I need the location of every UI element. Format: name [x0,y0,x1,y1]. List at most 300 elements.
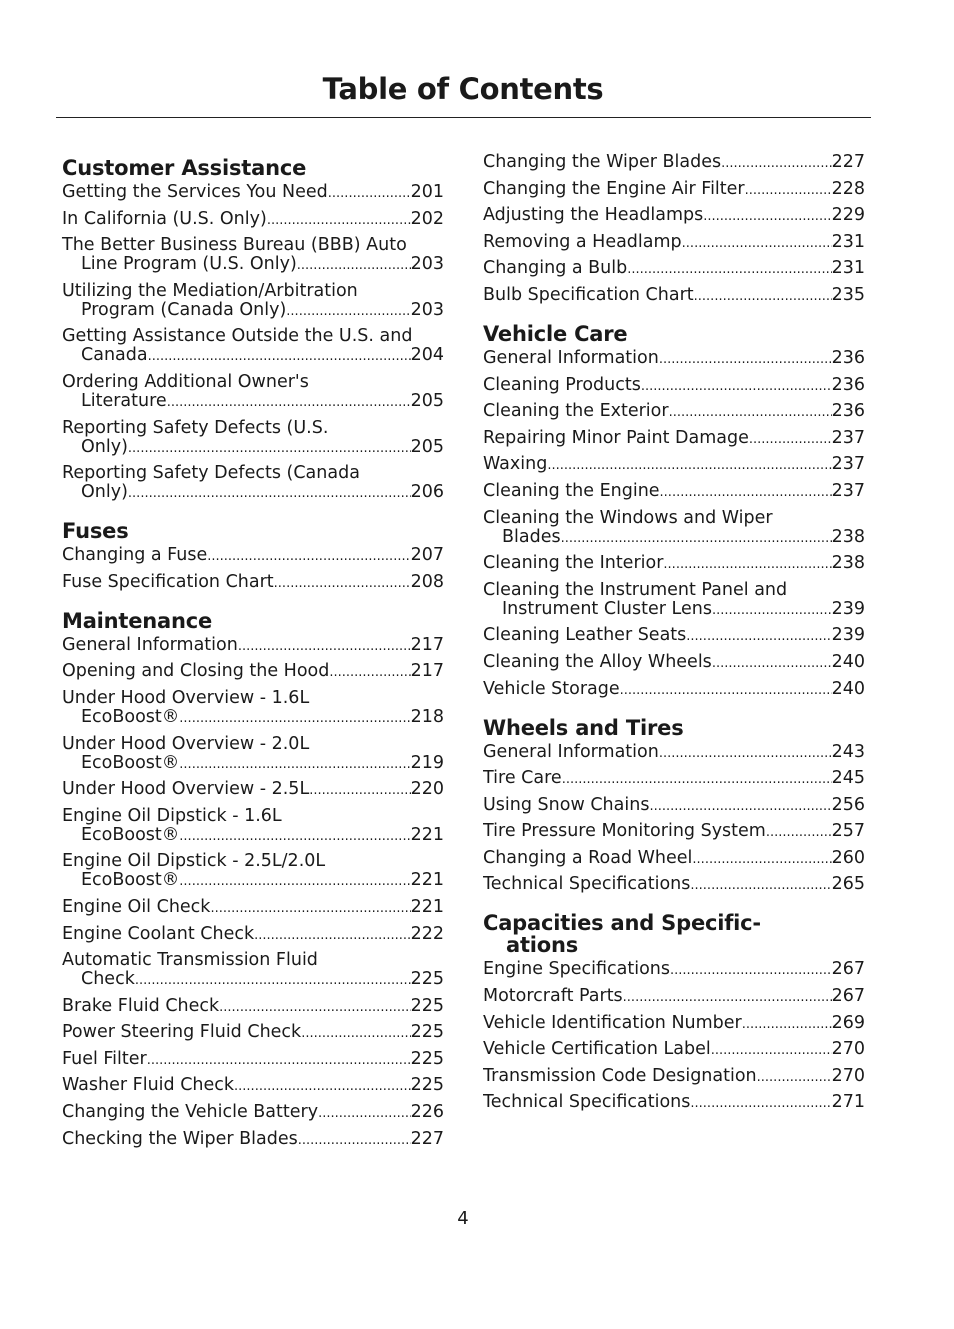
toc-entry-title: Engine Specifications [483,960,671,980]
dot-leader [686,627,831,646]
toc-entry[interactable] [62,852,444,891]
toc-entry-title: Fuse Specification Chart [62,572,274,592]
toc-entry-title: Changing a Bulb [483,259,628,279]
toc-entry[interactable] [62,689,444,728]
toc-section [483,912,865,1113]
toc-entry-page: 239 [831,626,865,646]
toc-entry[interactable] [62,210,444,230]
toc-entry-title: Blades [502,527,561,547]
toc-entry-title: Adjusting the Headlamps [483,206,704,226]
toc-entry-line [483,743,865,763]
dot-leader [210,899,410,918]
toc-entry[interactable] [62,327,444,366]
toc-entry-page: 225 [410,1076,444,1096]
toc-entry[interactable] [483,1067,865,1087]
toc-entry[interactable] [62,419,444,458]
toc-entry-line [62,1103,444,1123]
toc-entry-page: 236 [831,402,865,422]
toc-entry-page: 237 [831,455,865,475]
toc-entry-line [483,875,865,895]
toc-entry-page: 201 [410,183,444,202]
toc-entry[interactable] [62,997,444,1017]
toc-entry[interactable] [62,1130,444,1150]
dot-leader [712,601,832,620]
toc-entry-line [483,153,865,173]
toc-entry-page: 238 [831,527,865,547]
toc-entry-page: 236 [831,375,865,395]
dot-leader [749,430,832,449]
toc-entry[interactable] [483,286,865,306]
dot-leader [297,256,411,275]
toc-entry-line [62,780,444,800]
dot-leader [128,484,411,503]
dot-leader [254,926,410,945]
toc-entry[interactable] [62,183,444,203]
toc-entry-line [483,206,865,226]
toc-entry-line [483,402,865,422]
toc-entry-line [483,626,865,646]
dot-leader [742,1015,832,1034]
toc-entry-title: Under Hood Overview - 2.0L [62,733,310,754]
toc-entry-page: 221 [410,871,444,891]
toc-entry-page: 221 [410,825,444,845]
toc-entry[interactable] [62,1050,444,1070]
toc-entry-title: Opening and Closing the Hood [62,662,330,682]
dot-leader [267,211,411,230]
dot-leader [179,709,410,728]
dot-leader [147,1051,411,1070]
toc-entry-line [483,600,865,620]
toc-entry-title: Transmission Code Designation [483,1066,757,1086]
dot-leader [179,827,410,846]
dot-leader [148,347,411,366]
toc-entry-title: Motorcraft Parts [483,987,623,1007]
toc-entry-page: 227 [410,1129,444,1149]
toc-entry-page: 202 [410,209,444,229]
section-heading-line: Vehicle Care [483,321,628,346]
toc-entry-page: 257 [831,822,865,842]
toc-entry-page: 238 [831,554,865,574]
dot-leader [167,393,411,412]
toc-entry-title: Technical Specifications [483,875,691,895]
toc-entry-page: 205 [410,391,444,411]
toc-entry[interactable] [62,1076,444,1096]
dot-leader [703,207,831,226]
toc-entry-page: 219 [410,753,444,773]
toc-entry-line [483,455,865,475]
toc-entry[interactable] [483,233,865,253]
toc-entry-page: 221 [410,897,444,917]
toc-entry-title: Using Snow Chains [483,795,650,815]
toc-entry[interactable] [483,769,865,789]
toc-entry[interactable] [62,373,444,412]
toc-entry-title: Reporting Safety Defects (Canada [62,463,360,484]
page-number: 4 [457,1208,469,1229]
toc-entry-line [483,429,865,449]
toc-entry[interactable] [483,960,865,980]
dot-leader [711,1041,832,1060]
toc-entry-line [62,483,444,503]
dot-leader [301,1024,410,1043]
toc-entry-line [62,210,444,230]
toc-entry-title: Changing the Vehicle Battery [62,1103,319,1123]
toc-entry-title: Tire Care [483,769,562,789]
toc-entry-title: Literature [81,391,167,411]
toc-entry-page: 231 [831,232,865,252]
toc-entry[interactable] [483,554,865,574]
toc-entry-title: Bulb Specification Chart [483,285,694,305]
toc-entry[interactable] [62,662,444,682]
toc-entry-line [483,960,865,980]
toc-entry-line [62,708,444,728]
toc-entry[interactable] [483,206,865,226]
toc-entry-title: The Better Business Bureau (BBB) Auto [62,235,407,256]
toc-entry-title: Instrument Cluster Lens [502,599,712,619]
toc-entry[interactable] [62,898,444,918]
toc-entry[interactable] [483,402,865,422]
toc-entry[interactable] [62,1023,444,1043]
toc-entry[interactable] [483,509,865,548]
toc-entry[interactable] [62,282,444,321]
toc-entry[interactable] [483,875,865,895]
toc-entry-title: Only) [81,483,128,503]
toc-entry-line [62,438,444,458]
toc-entry-title: Cleaning the Exterior [483,402,669,422]
dot-leader [238,637,411,656]
toc-entry-title: Cleaning the Alloy Wheels [483,652,712,672]
toc-entry-line [483,987,865,1007]
dot-leader [694,287,832,306]
toc-entry[interactable] [62,925,444,945]
toc-entry-title: Getting the Services You Need [62,183,328,202]
toc-entry-page: 208 [410,572,444,592]
toc-section [62,520,444,593]
dot-leader [562,770,832,789]
toc-entry[interactable] [62,464,444,503]
toc-entry-title: EcoBoost® [81,825,180,845]
toc-entry-title: Tire Pressure Monitoring System [483,822,766,842]
dot-leader [274,574,411,593]
toc-entry-title: Cleaning Products [483,375,641,395]
toc-entry-line [62,183,444,203]
toc-entry[interactable] [483,1093,865,1113]
section-heading-line: Wheels and Tires [483,715,684,740]
toc-entry-title: EcoBoost® [81,753,180,773]
toc-entry-title: General Information [483,348,659,368]
dot-leader [298,1131,411,1150]
toc-entry[interactable] [483,581,865,620]
toc-entry[interactable] [62,573,444,593]
toc-entry-line [62,1050,444,1070]
toc-entry-line [62,997,444,1017]
toc-entry[interactable] [483,1040,865,1060]
dot-leader [721,154,831,173]
section-heading-line: Customer Assistance [62,156,307,180]
dot-leader [286,302,410,321]
toc-entry-page: 205 [410,437,444,457]
toc-entry[interactable] [483,743,865,763]
toc-entry-title: Cleaning the Engine [483,481,660,501]
toc-entry-page: 243 [831,742,865,762]
toc-entry-line [483,554,865,574]
toc-entry-line [62,925,444,945]
dot-leader [561,529,832,548]
toc-entry-title: Cleaning the Windows and Wiper [483,507,773,528]
section-heading-line: Fuses [62,519,129,544]
toc-entry-title: Cleaning Leather Seats [483,626,687,646]
toc-entry-line [483,180,865,200]
toc-entry[interactable] [62,636,444,656]
toc-entry-line [483,796,865,816]
toc-section [62,157,444,503]
toc-entry-page: 269 [831,1013,865,1033]
toc-entry-title: Under Hood Overview - 1.6L [62,687,310,708]
toc-entry-line [62,636,444,656]
toc-entry[interactable] [483,680,865,700]
toc-entry-line [62,301,444,321]
toc-entry-page: 225 [410,996,444,1016]
toc-entry-line [483,849,865,869]
toc-entry-title: EcoBoost® [81,707,180,727]
dot-leader [670,961,832,980]
dot-leader [641,377,832,396]
toc-entry[interactable] [62,951,444,990]
toc-entry-title: Under Hood Overview - 2.5L [62,780,310,800]
toc-entry-title: Line Program (U.S. Only) [81,255,297,275]
toc-entry[interactable] [62,236,444,275]
toc-entry-page: 237 [831,428,865,448]
toc-entry-title: Cleaning the Interior [483,554,664,574]
toc-entry[interactable] [483,626,865,646]
toc-entry-page: 270 [831,1040,865,1060]
toc-entry-title: Changing the Wiper Blades [483,153,722,172]
dot-leader [669,403,832,422]
dot-leader [623,988,832,1007]
toc-entry-line [62,662,444,682]
toc-entry-line [483,349,865,369]
toc-entry-line [483,528,865,548]
dot-leader [329,663,410,682]
dot-leader [663,555,831,574]
toc-section [483,153,865,306]
toc-entry-line [483,769,865,789]
toc-entry-line [62,970,444,990]
toc-entry-line [62,1023,444,1043]
toc-entry-title: EcoBoost® [81,871,180,891]
toc-entry-page: 222 [410,924,444,944]
toc-entry-page: 225 [410,1049,444,1069]
toc-entry-title: Waxing [483,455,548,475]
toc-entry-title: Vehicle Certification Label [483,1040,711,1060]
dot-leader [649,797,831,816]
toc-entry-page: 260 [831,848,865,868]
toc-entry-line [483,680,865,700]
toc-entry-page: 236 [831,348,865,368]
dot-leader [745,181,832,200]
toc-entry[interactable] [483,849,865,869]
dot-leader [692,850,831,869]
toc-entry[interactable] [62,780,444,800]
toc-entry-line [62,871,444,891]
toc-entry-page: 237 [831,481,865,501]
toc-entry-page: 218 [410,707,444,727]
toc-entry-line [62,392,444,412]
dot-leader [766,823,832,842]
toc-entry-page: 270 [831,1066,865,1086]
section-heading-line: ations [506,933,579,958]
toc-entry-line [62,346,444,366]
toc-entry-title: Automatic Transmission Fluid [62,950,318,971]
dot-leader [620,681,832,700]
toc-entry-page: 267 [831,987,865,1007]
toc-entry-page: 231 [831,259,865,279]
toc-entry[interactable] [483,376,865,396]
dot-leader [627,260,831,279]
toc-entry-line [62,573,444,593]
toc-entry-line [483,286,865,306]
toc-entry-title: Engine Oil Check [62,897,211,917]
title-divider [56,117,871,118]
toc-entry-page: 203 [410,300,444,320]
section-heading-line: Maintenance [62,608,213,633]
toc-entry-page: 227 [831,153,865,172]
toc-entry[interactable] [483,259,865,279]
toc-entry-title: Repairing Minor Paint Damage [483,428,749,448]
toc-entry[interactable] [483,796,865,816]
toc-entry[interactable] [483,822,865,842]
toc-entry[interactable] [483,1014,865,1034]
toc-entry-title: Ordering Additional Owner's [62,371,309,392]
toc-entry-title: Fuel Filter [62,1049,147,1069]
toc-entry-title: Removing a Headlamp [483,232,682,252]
toc-entry[interactable] [483,455,865,475]
toc-entry-title: Changing the Engine Air Filter [483,179,745,199]
toc-entry-page: 256 [831,795,865,815]
section-heading [483,717,865,739]
toc-entry-page: 220 [410,780,444,800]
toc-entry[interactable] [62,1103,444,1123]
toc-entry-line [483,822,865,842]
section-heading [483,912,865,956]
toc-section [62,610,444,1150]
toc-section [483,717,865,896]
dot-leader [659,350,832,369]
toc-entry-page: 217 [410,662,444,682]
toc-entry-page: 225 [410,970,444,990]
toc-entry-page: 267 [831,960,865,980]
toc-entry-title: Only) [81,437,128,457]
toc-entry-title: Reporting Safety Defects (U.S. [62,417,329,438]
toc-entry-line [62,754,444,774]
toc-entry-title: Technical Specifications [483,1093,691,1113]
dot-leader [690,1094,831,1113]
dot-leader [309,781,410,800]
toc-entry[interactable] [483,653,865,673]
toc-entry-page: 240 [831,679,865,699]
toc-entry-page: 235 [831,285,865,305]
dot-leader [660,483,832,502]
toc-entry-line [483,376,865,396]
toc-entry-title: Utilizing the Mediation/Arbitration [62,280,358,301]
toc-entry-page: 245 [831,769,865,789]
page-title: Table of Contents [322,72,604,106]
toc-entry-page: 239 [831,599,865,619]
toc-entry-line [62,255,444,275]
toc-entry[interactable] [62,546,444,566]
toc-entry-title: Brake Fluid Check [62,996,220,1016]
dot-leader [207,547,410,566]
dot-leader [757,1068,832,1087]
toc-entry-title: Engine Oil Dipstick - 2.5L/2.0L [62,851,326,872]
toc-entry[interactable] [483,482,865,502]
toc-entry-title: Check [81,970,135,990]
toc-entry-page: 271 [831,1093,865,1113]
dot-leader [179,755,410,774]
toc-entry-title: General Information [483,742,659,762]
toc-entry-line [483,1067,865,1087]
section-heading-line: Capacities and Specific- [483,911,761,936]
toc-entry[interactable] [483,349,865,369]
toc-entry-line [483,1093,865,1113]
toc-column-left [62,153,444,1167]
toc-entry-line [483,259,865,279]
dot-leader [179,872,410,891]
toc-entry-title: Changing a Road Wheel [483,848,693,868]
toc-entry-title: Checking the Wiper Blades [62,1129,298,1149]
toc-entry-page: 204 [410,346,444,366]
toc-entry[interactable] [483,153,865,173]
toc-entry-page: 206 [410,483,444,503]
toc-entry-title: General Information [62,635,238,655]
toc-entry-title: Power Steering Fluid Check [62,1023,302,1043]
toc-entry-line [62,898,444,918]
toc-entry-title: Program (Canada Only) [81,300,287,320]
toc-entry-line [483,653,865,673]
toc-column-right [483,153,865,1130]
toc-entry-line [483,233,865,253]
toc-entry-title: Engine Coolant Check [62,924,255,944]
dot-leader [690,876,831,895]
dot-leader [128,439,411,458]
toc-entry-page: 265 [831,875,865,895]
toc-entry-line [62,1076,444,1096]
toc-entry[interactable] [62,807,444,846]
toc-entry[interactable] [483,180,865,200]
toc-entry-title: Getting Assistance Outside the U.S. and [62,326,413,347]
dot-leader [234,1077,411,1096]
section-heading [483,323,865,345]
toc-entry[interactable] [483,429,865,449]
toc-section [483,323,865,700]
toc-entry-title: Engine Oil Dipstick - 1.6L [62,805,282,826]
toc-entry-page: 228 [831,179,865,199]
dot-leader [219,998,410,1017]
toc-entry-title: Cleaning the Instrument Panel and [483,579,788,600]
toc-entry-page: 240 [831,652,865,672]
toc-entry-page: 229 [831,206,865,226]
toc-entry-title: Vehicle Storage [483,679,620,699]
dot-leader [135,971,411,990]
dot-leader [712,654,832,673]
toc-entry-line [483,1040,865,1060]
dot-leader [318,1104,411,1123]
section-heading [62,157,444,179]
toc-entry-line [62,1130,444,1150]
toc-entry[interactable] [62,735,444,774]
toc-entry[interactable] [483,987,865,1007]
toc-entry-page: 217 [410,635,444,655]
toc-entry-title: Vehicle Identification Number [483,1013,742,1033]
